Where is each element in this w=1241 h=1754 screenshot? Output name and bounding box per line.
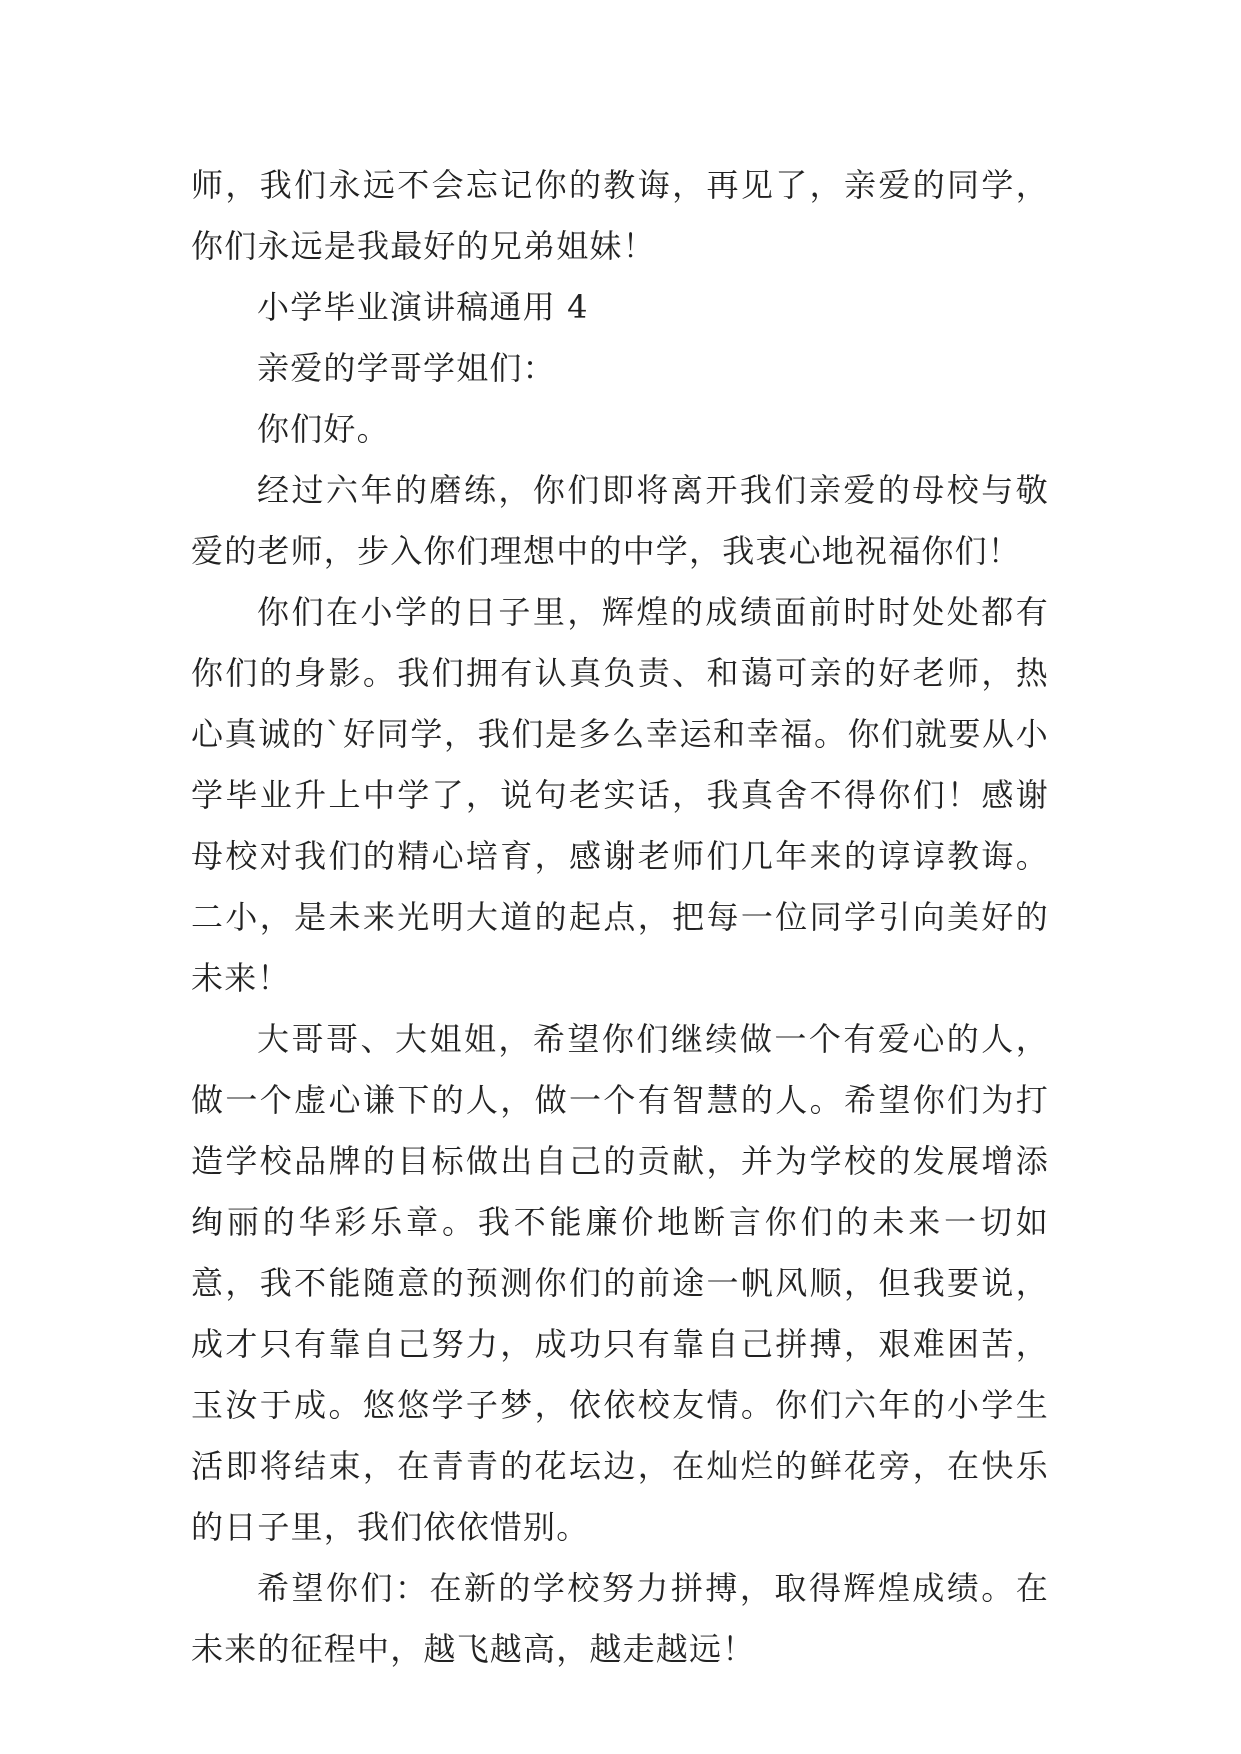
- greeting: 你们好。: [257, 410, 390, 448]
- paragraph: 大哥哥、大姐姐，希望你们继续做一个有爱心的人，做一个虚心谦下的人，做一个有智慧的人。希望你们为打造学校品牌的目标做出自己的贡献，并为学校的发展增添绚丽的华彩乐章。我不能廉价地断言你们的未来一切如意，我不能随意的预测你们的前途一帆风顺，但我要说，成才只有靠自己努力，成功只有靠自己拼搏，艰难困苦，玉汝于成。悠悠学子梦，依依校友情。你们六年的小学生活即将结束，在青青的花坛边，在灿烂的鲜花旁，在快乐的日子里，我们依依惜别。: [191, 1020, 1049, 1546]
- salutation: 亲爱的学哥学姐们：: [257, 349, 556, 387]
- paragraph: 你们在小学的日子里，辉煌的成绩面前时时处处都有你们的身影。我们拥有认真负责、和蔼可亲的好老师，热心真诚的`好同学，我们是多么幸运和幸福。你们就要从小学毕业升上中学了，说句老实话，我真舍不得你们！感谢母校对我们的精心培育，感谢老师们几年来的谆谆教诲。二小，是未来光明大道的起点，把每一位同学引向美好的未来！: [191, 593, 1049, 997]
- paragraph: 经过六年的磨练，你们即将离开我们亲爱的母校与敬爱的老师，步入你们理想中的中学，我衷心地祝福你们！: [191, 471, 1049, 570]
- document-body: [191, 155, 1049, 1680]
- section-title: 小学毕业演讲稿通用 4: [257, 288, 589, 326]
- closing-paragraph: 希望你们：在新的学校努力拼搏，取得辉煌成绩。在未来的征程中，越飞越高，越走越远！: [191, 1569, 1049, 1668]
- paragraph-continuation: 师，我们永远不会忘记你的教诲，再见了，亲爱的同学，你们永远是我最好的兄弟姐妹！: [191, 166, 1049, 265]
